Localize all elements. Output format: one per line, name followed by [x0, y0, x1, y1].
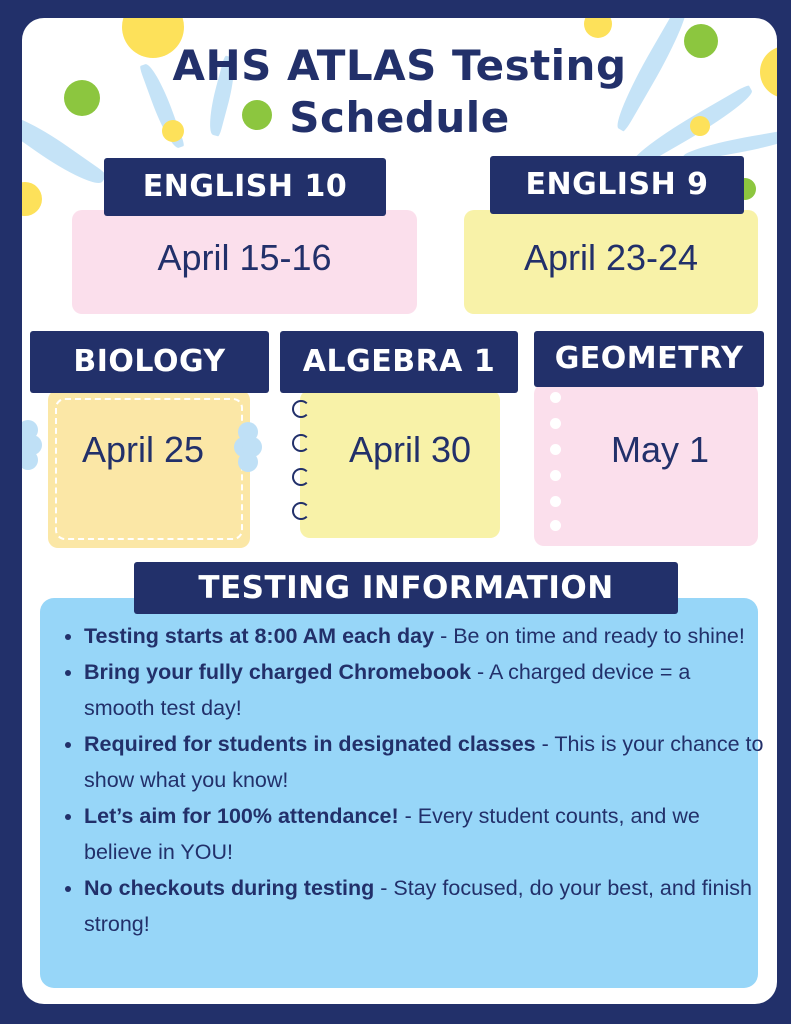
biology-date: April 25 — [81, 429, 205, 470]
binder-ring — [292, 400, 310, 418]
english-9-date: April 23-24 — [523, 237, 699, 278]
flower-decoration — [234, 422, 262, 472]
info-item-bold: Required for students in designated classes — [84, 732, 536, 756]
testing-info-list — [62, 618, 764, 942]
yellow-dot — [584, 18, 612, 38]
info-item-bold: No checkouts during testing — [84, 876, 375, 900]
info-item-text: - This is your chance to show what you know! — [84, 732, 764, 792]
notebook-hole — [550, 444, 561, 455]
list-item — [84, 618, 764, 654]
poster — [22, 18, 777, 1004]
algebra-1-date: April 30 — [348, 429, 472, 470]
info-item-text: - A charged device = a smooth test day! — [84, 660, 691, 720]
list-item — [84, 654, 764, 726]
english-9-label: ENGLISH 9 — [490, 156, 744, 214]
testing-info-heading: TESTING INFORMATION — [134, 562, 678, 614]
page-title — [22, 40, 777, 144]
info-item-text: - Be on time and ready to shine! — [434, 624, 745, 648]
title-line-2: Schedule — [289, 93, 510, 142]
title-line-1: AHS ATLAS Testing — [172, 41, 627, 90]
yellow-dot — [22, 182, 42, 216]
binder-ring — [292, 502, 310, 520]
list-item — [84, 870, 764, 942]
info-item-text: - Stay focused, do your best, and finish strong! — [84, 876, 752, 936]
english-10-label: ENGLISH 10 — [104, 158, 386, 216]
english-10-date: April 15-16 — [157, 237, 332, 278]
geometry-label: GEOMETRY — [534, 331, 764, 387]
binder-ring — [292, 434, 310, 452]
notebook-hole — [550, 470, 561, 481]
info-item-text: - Every student counts, and we believe in YOU! — [84, 804, 700, 864]
notebook-hole — [550, 392, 561, 403]
notebook-hole — [550, 520, 561, 531]
list-item — [84, 798, 764, 870]
binder-ring — [292, 468, 310, 486]
info-item-bold: Testing starts at 8:00 AM each day — [84, 624, 435, 648]
list-item — [84, 726, 764, 798]
flower-decoration — [22, 420, 42, 470]
info-item-bold: Bring your fully charged Chromebook — [84, 660, 472, 684]
notebook-hole — [550, 496, 561, 507]
info-item-bold: Let’s aim for 100% attendance! — [84, 804, 399, 828]
biology-label: BIOLOGY — [30, 331, 269, 393]
notebook-hole — [550, 418, 561, 429]
algebra-1-label: ALGEBRA 1 — [280, 331, 518, 393]
geometry-date: May 1 — [610, 429, 710, 470]
